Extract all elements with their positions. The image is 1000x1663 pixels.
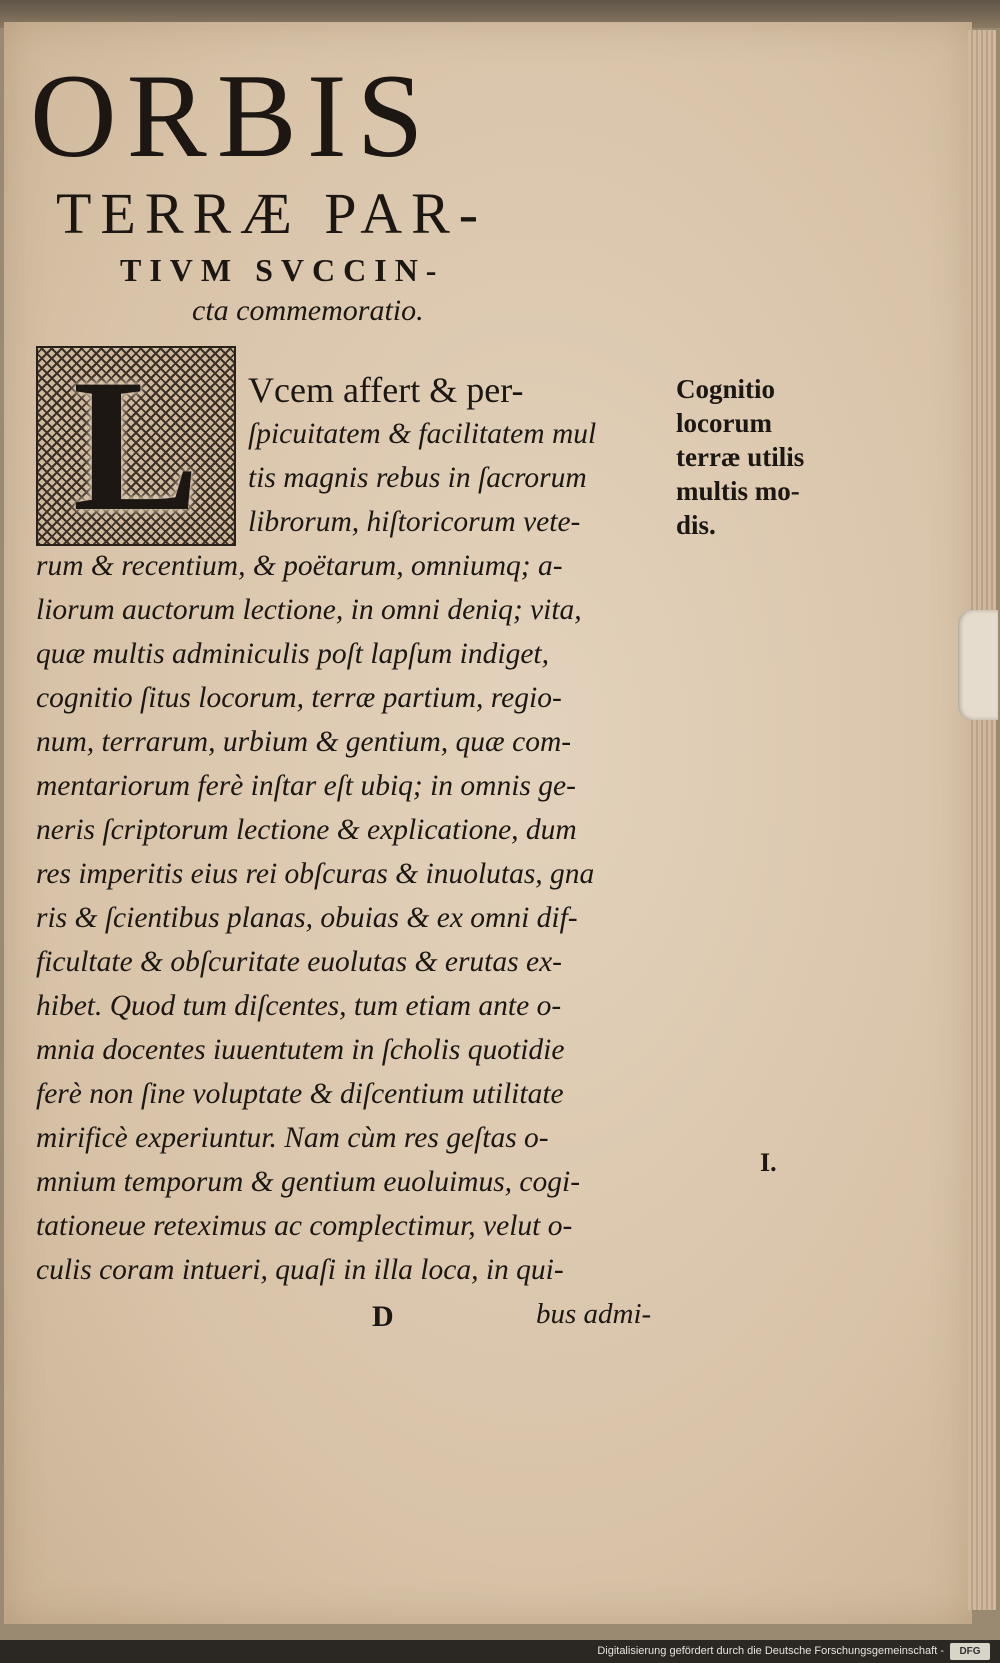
body-line: num, terrarum, urbium & gentium, quæ com- bbox=[36, 726, 572, 758]
margin-note-line: locorum bbox=[676, 408, 772, 438]
body-line: ficultate & obſcuritate euolutas & erutas ex- bbox=[36, 946, 562, 978]
body-line: ſpicuitatem & facilitatem mul bbox=[248, 418, 597, 450]
body-line: cognitio ſitus locorum, terræ partium, regio- bbox=[36, 682, 562, 714]
body-line: mnium temporum & gentium euoluimus, cogi- bbox=[36, 1166, 581, 1198]
body-line: rum & recentium, & poëtarum, omniumq; a- bbox=[36, 550, 563, 582]
catchword: bus admi- bbox=[536, 1298, 652, 1330]
body-line: res imperitis eius rei obſcuras & inuolutas, gna bbox=[36, 858, 595, 890]
signature-mark: D bbox=[372, 1300, 394, 1333]
body-line: quæ multis adminiculis poſt lapſum indiget, bbox=[36, 638, 549, 670]
body-text bbox=[36, 368, 672, 1292]
body-line: liorum auctorum lectione, in omni deniq; vita, bbox=[36, 594, 582, 626]
title-line-3: TIVM SVCCIN- bbox=[120, 252, 445, 288]
margin-note bbox=[676, 372, 876, 542]
page-tab-marker bbox=[958, 610, 998, 720]
body-line: neris ſcriptorum lectione & explicatione, dum bbox=[36, 814, 577, 846]
body-line: mnia docentes iuuentutem in ſcholis quotidie bbox=[36, 1034, 565, 1066]
digitization-credit: Digitalisierung gefördert durch die Deutsche Forschungsgemeinschaft - bbox=[597, 1645, 944, 1657]
margin-note-line: multis mo- bbox=[676, 476, 800, 506]
title-line-2: TERRÆ PAR- bbox=[56, 181, 488, 246]
body-line: ris & ſcientibus planas, obuias & ex omni dif- bbox=[36, 902, 578, 934]
title-line-4: cta commemoratio. bbox=[192, 294, 424, 327]
body-line: ferè non ſine voluptate & diſcentium utilitate bbox=[36, 1078, 564, 1110]
margin-note-line: Cognitio bbox=[676, 374, 776, 404]
title-line-1: ORBIS bbox=[30, 49, 434, 182]
body-line: librorum, hiſtoricorum vete- bbox=[248, 506, 581, 538]
initial-letter: L bbox=[72, 341, 200, 551]
dfg-logo: DFG bbox=[950, 1643, 990, 1660]
body-line: hibet. Quod tum diſcentes, tum etiam ante o- bbox=[36, 990, 562, 1022]
body-line: tis magnis rebus in ſacrorum bbox=[248, 462, 587, 494]
body-line: mentariorum ferè inſtar eſt ubiq; in omnis ge- bbox=[36, 770, 576, 802]
folio-number: I. bbox=[760, 1148, 777, 1177]
body-line: tationeue reteximus ac complectimur, velut o- bbox=[36, 1210, 573, 1242]
margin-note-line: terræ utilis bbox=[676, 442, 805, 472]
body-line: Vcem affert & per- bbox=[248, 370, 524, 410]
body-line: mirificè experiuntur. Nam cùm res geſtas o- bbox=[36, 1122, 549, 1154]
margin-note-line: dis. bbox=[676, 510, 716, 540]
body-line: culis coram intueri, quaſi in illa loca, in qui- bbox=[36, 1254, 564, 1286]
page-edges bbox=[968, 30, 996, 1610]
